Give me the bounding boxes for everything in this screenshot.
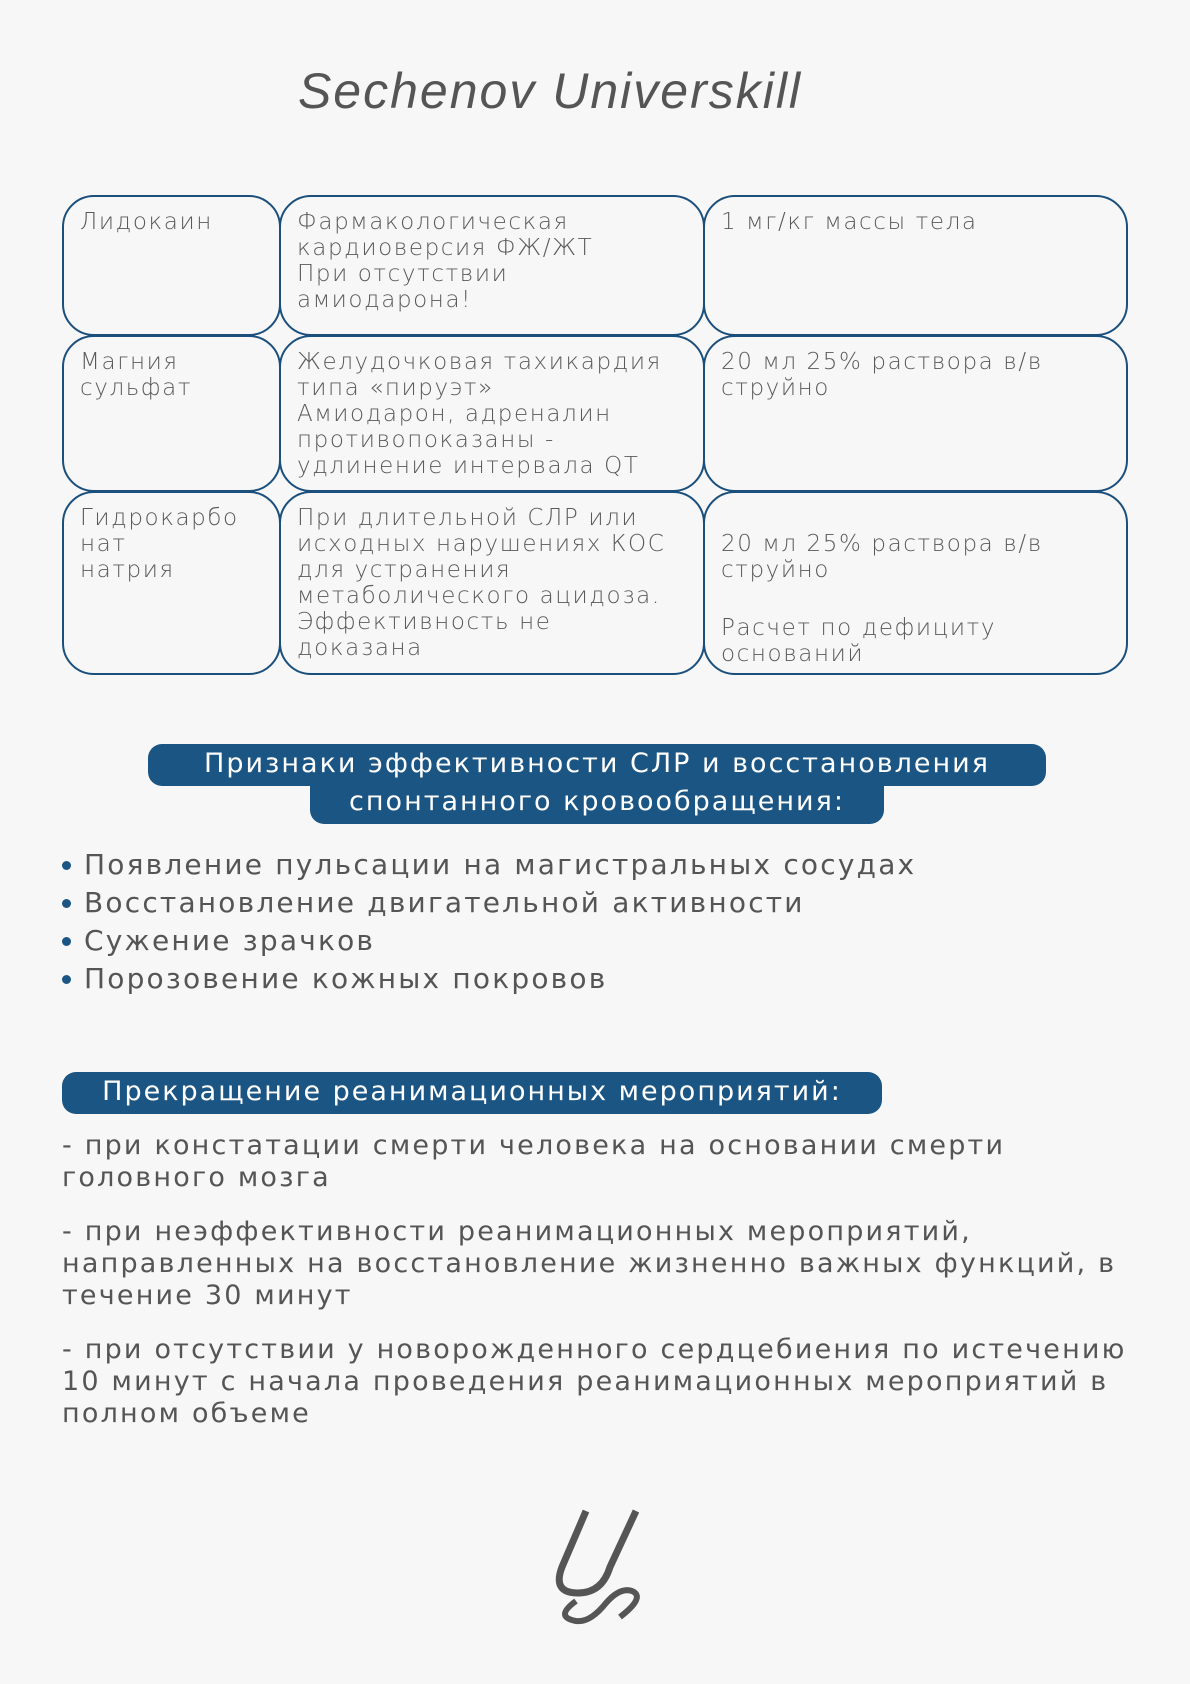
table-cell-indication: Желудочковая тахикардия типа «пируэт» Амиодарон, адреналин противопоказаны - удлинение интервала QT: [279, 335, 705, 492]
table-cell-dose: [703, 491, 1128, 675]
table-cell-indication: Фармакологическая кардиоверсия ФЖ/ЖТ При отсутствии амиодарона!: [279, 195, 705, 336]
list-item-text: Появление пульсации на магистральных сосудах: [84, 848, 917, 881]
table-cell-drug: Магния сульфат: [62, 335, 281, 492]
bullet-icon: [62, 937, 71, 946]
dose-text: 1 мг/кг массы тела: [721, 209, 978, 235]
list-item-text: Восстановление двигательной активности: [84, 886, 805, 919]
signs-heading-line2: спонтанного кровообращения:: [310, 782, 884, 824]
table-cell-dose: [703, 335, 1128, 492]
table-cell-indication: При длительной СЛР или исходных нарушениях КОС для устранения метаболического ацидоза. Эффективность не доказана: [279, 491, 705, 675]
list-item-text: Сужение зрачков: [84, 924, 376, 957]
bullet-icon: [62, 899, 71, 908]
table-cell-drug: Лидокаин: [62, 195, 281, 336]
termination-heading: Прекращение реанимационных мероприятий:: [62, 1072, 882, 1114]
dose-text: 20 мл 25% раствора в/в струйно: [721, 531, 1043, 583]
list-item: [62, 922, 916, 960]
list-item: [62, 884, 916, 922]
list-item: [62, 846, 916, 884]
list-item: [62, 960, 916, 998]
dose-note: Расчет по дефициту оснований: [721, 615, 997, 667]
table-cell-drug: Гидрокарбо нат натрия: [62, 491, 281, 675]
termination-item: - при неэффективности реанимационных мероприятий, направленных на восстановление жизненно важных функций, в течение 30 минут: [62, 1216, 1117, 1311]
table-cell-dose: [703, 195, 1128, 336]
dose-text: 20 мл 25% раствора в/в струйно: [721, 349, 1043, 401]
list-item-text: Порозовение кожных покровов: [84, 962, 608, 995]
termination-item: - при отсутствии у новорожденного сердцебиения по истечению 10 минут с начала проведения реанимационных мероприятий в полном объеме: [62, 1334, 1127, 1429]
bullet-icon: [62, 975, 71, 984]
bullet-icon: [62, 861, 71, 870]
page-title: Sechenov Universkill: [297, 63, 803, 119]
signs-heading-line1: Признаки эффективности СЛР и восстановления: [148, 744, 1046, 786]
us-logo-icon: [550, 1505, 650, 1625]
termination-item: - при констатации смерти человека на основании смерти головного мозга: [62, 1130, 1006, 1193]
signs-list: [62, 846, 916, 998]
